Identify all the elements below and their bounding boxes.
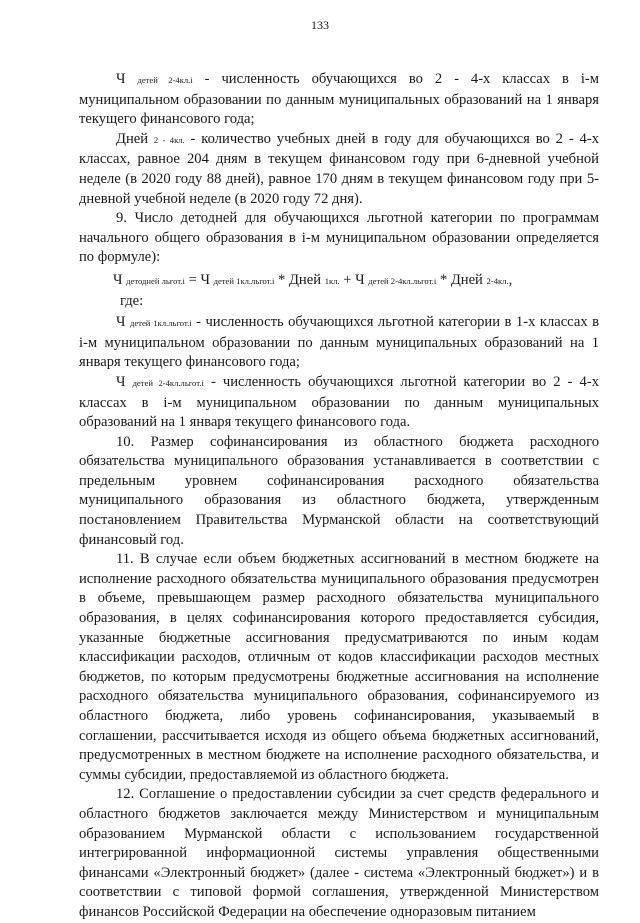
paragraph-text: - численность обучающихся льготной категории во 2 - 4-х классах в i-м муниципальном образовании по данным муниципальных образований на 1 января текущего финансового года. bbox=[79, 373, 599, 431]
variable-symbol: Ч детей 2-4кл.i bbox=[116, 71, 193, 87]
variable-symbol: Ч детей 1кл.льгот.i bbox=[116, 314, 192, 331]
formula: Ч детодней льгот.i = Ч детей 1кл.льгот.i * Дней 1кл. + Ч детей 2-4кл.льгот.i * Дней 2-4кл., bbox=[113, 271, 513, 288]
paragraph-text: - численность обучающихся во 2 - 4-х классах в i-м муниципальном образовании по данным муниципальных образований на 1 января текущего финансового года; bbox=[79, 71, 599, 128]
paragraph-children-1-privileged bbox=[79, 313, 599, 373]
paragraph-text: - численность обучающихся льготной категории в 1-х классах в i-м муниципальном образовании по данным муниципальных образований на 1 января текущего финансового года; bbox=[79, 314, 599, 371]
paragraph-children-2-4-privileged bbox=[79, 373, 599, 433]
page-number: 133 bbox=[311, 18, 329, 32]
variable-symbol: Ч детей 2-4кл.льгот.i bbox=[116, 373, 204, 390]
paragraph-children-2-4 bbox=[79, 70, 599, 130]
paragraph-12: 12. Соглашение о предоставлении субсидии за счет средств федерального и областного бюджетов заключается между Министерством и муниципальным образованием Мурманской области с использованием государственной интегрированной информационной системы управления общественными финансами «Электронный бюджет» (далее - система «Электронный бюджет») и в соответствии с типовой формой соглашения, утвержденной Министерством финансов Российской Федерации на обеспечение одноразовым питанием bbox=[79, 786, 599, 920]
paragraph-days-2-4 bbox=[79, 130, 599, 209]
where-label: где: bbox=[120, 292, 144, 309]
paragraph-text: - количество учебных дней в году для обучающихся во 2 - 4-х классах, равное 204 дням в текущем финансовом году при 6-дневной учебной неделе (в 2020 году 88 дней), равное 170 дням в текущем финансовом году при 5-дневной учебной неделе (в 2020 году 72 дня). bbox=[79, 130, 599, 207]
paragraph-9: 9. Число детодней для обучающихся льготной категории по программам начального общего образования в i-м муниципальном образовании определяется по формуле): bbox=[79, 210, 599, 266]
paragraph-11: 11. В случае если объем бюджетных ассигнований в местном бюджете на исполнение расходного обязательства муниципального образования предусмотрен в объеме, превышающем размер расходного обязательства муниципального образования, в целях софинансирования которого предоставляется субсидия, указанные бюджетные ассигнования предусматриваются по иным кодам классификации расходов, отличным от кодов классификации расходов местных бюджетов, по которым предусмотрены бюджетные ассигнования на исполнение расходного обязательства муниципального образования, софинансируемого из областного бюджета, либо уровень софинансирования, указываемый в соглашении, рассчитывается исходя из общего объема бюджетных ассигнований, предусмотренных в местном бюджете на исполнение расходного обязательства, и суммы субсидии, предоставляемой из областного бюджета. bbox=[79, 551, 599, 783]
variable-symbol: Дней 2 - 4кл. bbox=[116, 130, 185, 147]
document-body bbox=[79, 70, 599, 923]
paragraph-10: 10. Размер софинансирования из областного бюджета расходного обязательства муниципального образования устанавливается в соответствии с предельным уровнем софинансирования расходного обязательства муниципального образования из областного бюджета, утвержденным постановлением Правительства Мурманской области на соответствующий финансовый год. bbox=[79, 433, 599, 548]
